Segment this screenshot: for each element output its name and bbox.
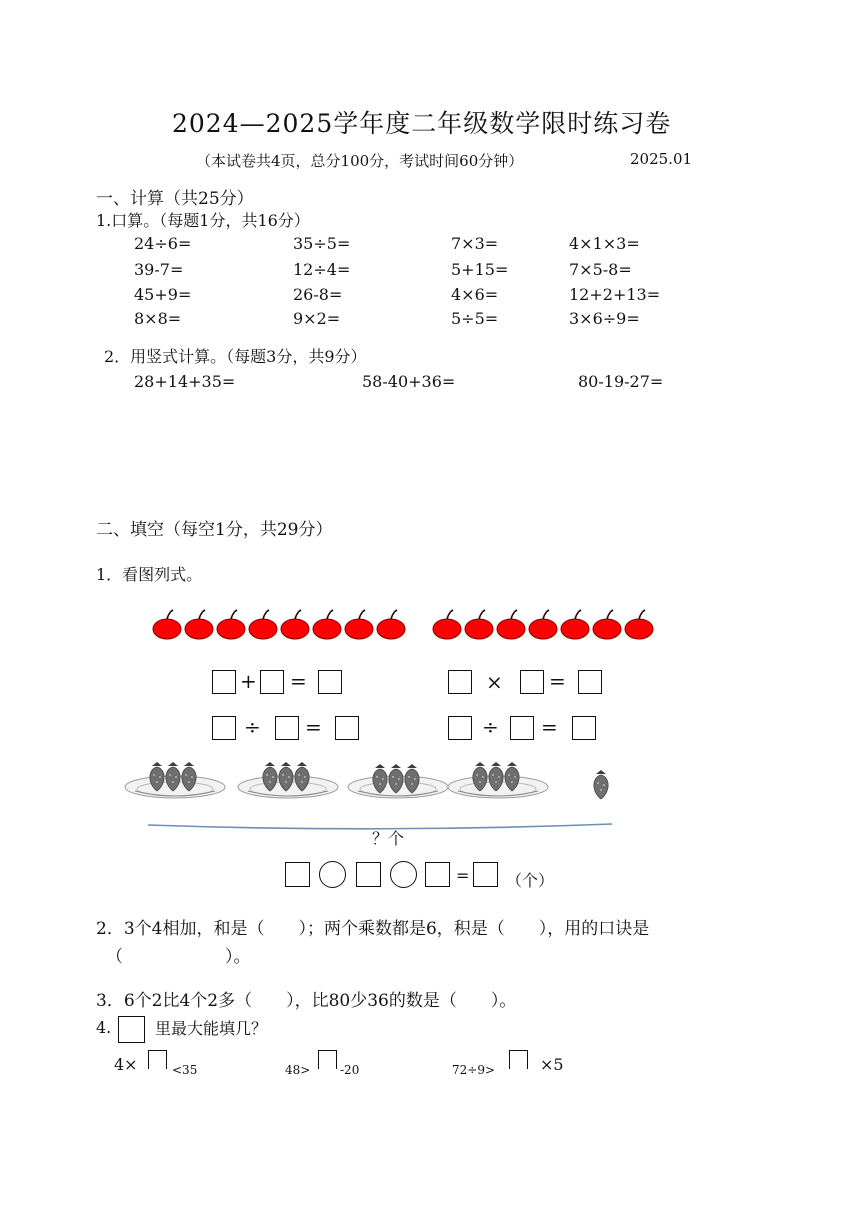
answer-box[interactable] [285,862,310,887]
math-item: 35÷5= [293,234,351,253]
brace-label: ？个 [372,829,405,848]
apple-icon [497,610,525,639]
unit-label: （个） [506,871,555,890]
apple-icon [313,610,341,639]
answer-box[interactable] [212,670,236,694]
equals-sign: = [456,866,470,885]
page-title: 2024—2025学年度二年级数学限时练习卷 [172,109,672,138]
math-item: 7×3= [451,234,499,253]
section-2-heading: 二、填空（每空1分，共29分） [96,520,333,540]
answer-box[interactable] [335,716,359,740]
compare-right: <35 [172,1063,198,1077]
multiply-sign: × [486,670,503,694]
apple-icon [433,610,461,639]
math-item: 12+2+13= [569,285,661,304]
answer-box[interactable] [473,862,498,887]
math-item: 39-7= [134,260,184,279]
apple-icon [249,610,277,639]
math-item: 12÷4= [293,260,351,279]
math-item: 4×6= [451,285,499,304]
answer-box[interactable] [318,670,342,694]
answer-box[interactable] [509,1050,528,1069]
math-item: 26-8= [293,285,343,304]
compare-right: -20 [340,1063,360,1077]
exam-info: （本试卷共4页，总分100分，考试时间60分钟） [196,152,524,170]
compare-left: 4× [114,1055,138,1074]
vertical-calc-item: 28+14+35= [134,372,236,391]
apple-icon [153,610,181,639]
q2-2-line1: 2．3个4相加，和是（ ）；两个乘数都是6，积是（ ），用的口诀是 [96,919,650,939]
apple-icon [281,610,309,639]
answer-box[interactable] [318,1050,337,1069]
divide-sign: ÷ [482,715,499,739]
math-item: 5+15= [451,260,509,279]
answer-box[interactable] [448,670,472,694]
math-item: 24÷6= [134,234,192,253]
math-item: 9×2= [293,309,341,328]
section-1-heading: 一、计算（共25分） [96,189,254,209]
q2-3-text: 3．6个2比4个2多（ ），比80少36的数是（ ）。 [96,991,517,1011]
sample-box [118,1016,145,1043]
plus-sign: + [240,669,257,693]
apple-icon [465,610,493,639]
equals-sign: = [549,669,566,693]
apple-icon [377,610,405,639]
math-item: 8×8= [134,309,182,328]
q2-1-label: 1．看图列式。 [96,565,203,584]
apple-icon [593,610,621,639]
exam-date: 2025.01 [630,150,693,168]
answer-box[interactable] [356,862,381,887]
compare-left: 48> [285,1063,311,1077]
q2-label: 2．用竖式计算。（每题3分，共9分） [104,347,367,366]
math-item: 3×6÷9= [569,309,640,328]
answer-box[interactable] [425,862,450,887]
apple-icon [185,610,213,639]
answer-box[interactable] [510,716,534,740]
answer-box[interactable] [572,716,596,740]
math-item: 4×1×3= [569,234,640,253]
answer-box[interactable] [148,1050,167,1069]
q2-4-number: 4. [96,1018,112,1037]
answer-box[interactable] [520,670,544,694]
equals-sign: = [541,715,558,739]
divide-sign: ÷ [244,715,261,739]
math-item: 45+9= [134,285,192,304]
compare-left: 72÷9> [452,1063,496,1077]
compare-right: ×5 [540,1055,564,1074]
apple-icon [529,610,557,639]
equals-sign: = [305,715,322,739]
strawberry-plates-illustration [120,755,630,835]
apple-icon [625,610,653,639]
math-item: 7×5-8= [569,260,632,279]
apple-illustration [145,605,665,645]
apple-icon [217,610,245,639]
q2-2-line2: （ ）。 [106,947,251,967]
apple-icon [345,610,373,639]
q2-4-text: 里最大能填几？ [155,1019,268,1038]
equals-sign: = [290,669,307,693]
operator-circle[interactable] [319,861,346,888]
operator-circle[interactable] [390,861,417,888]
answer-box[interactable] [448,716,472,740]
answer-box[interactable] [275,716,299,740]
q1-label: 1.口算。（每题1分，共16分） [96,211,310,230]
answer-box[interactable] [260,670,284,694]
math-item: 5÷5= [451,309,499,328]
vertical-calc-item: 80-19-27= [578,372,664,391]
apple-icon [561,610,589,639]
answer-box[interactable] [578,670,602,694]
vertical-calc-item: 58-40+36= [362,372,456,391]
answer-box[interactable] [212,716,236,740]
